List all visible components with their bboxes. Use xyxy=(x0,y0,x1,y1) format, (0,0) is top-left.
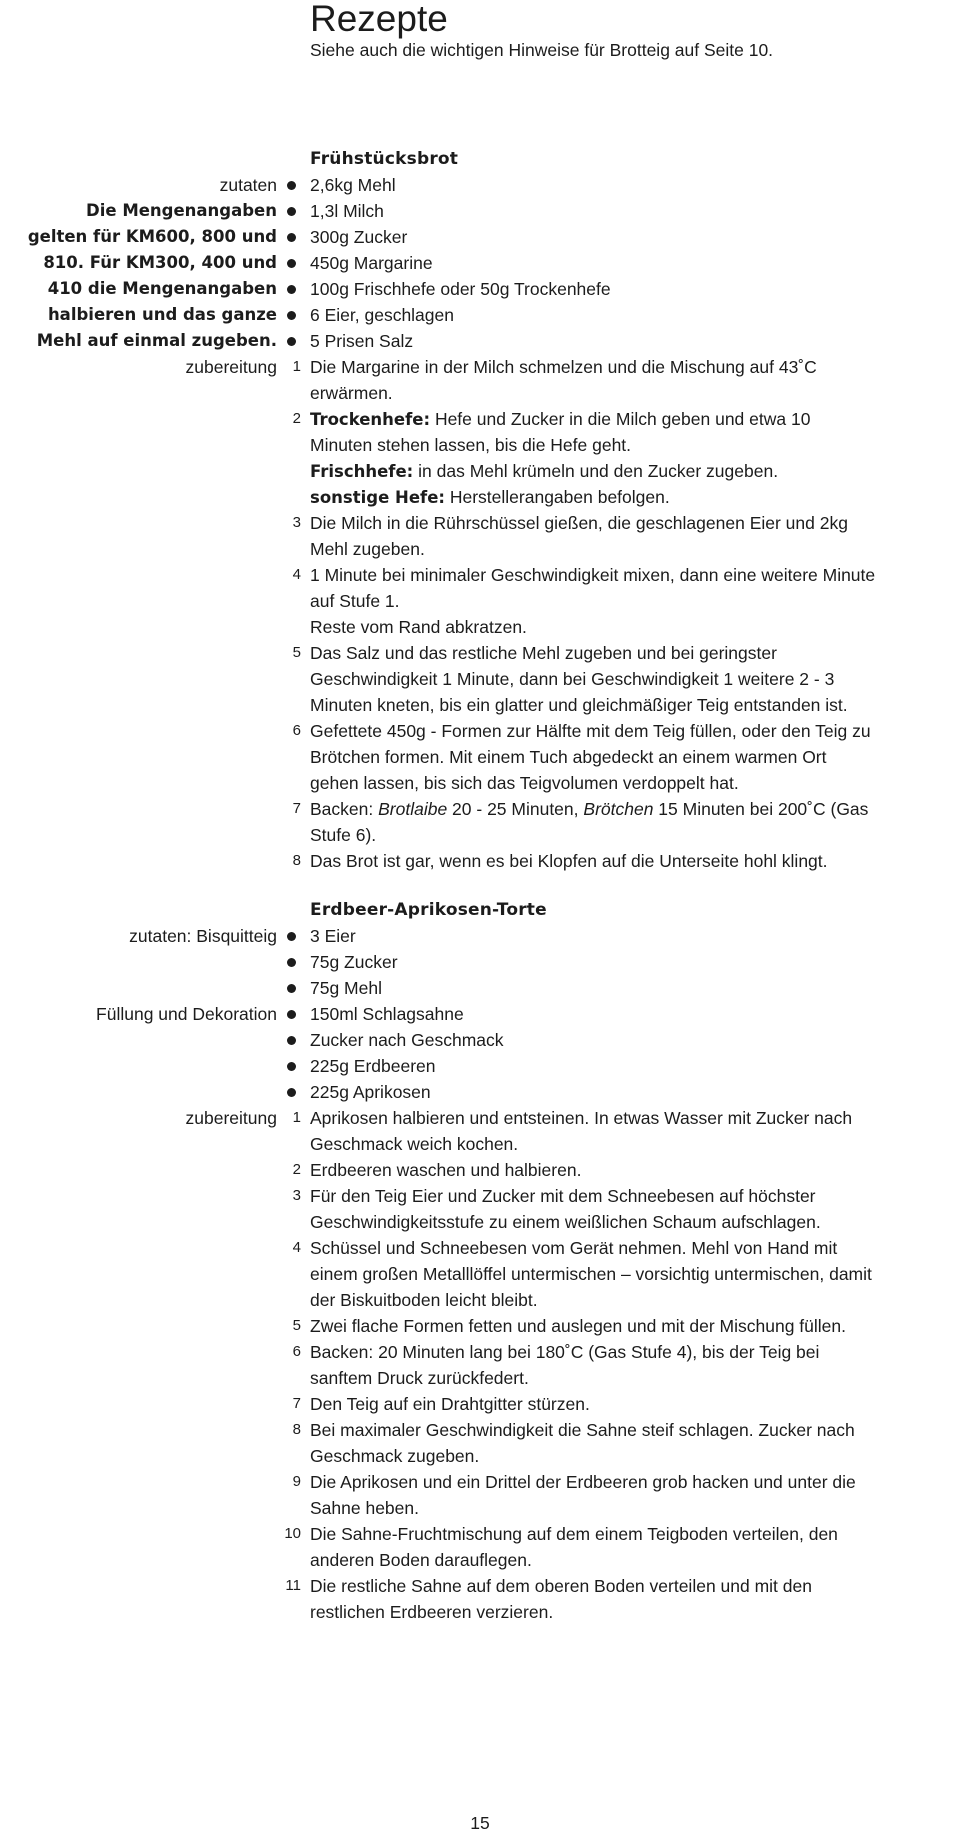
step-text xyxy=(310,796,868,822)
step-number: 4 xyxy=(292,566,301,583)
page-subtitle: Siehe auch die wichtigen Hinweise für Brotteig auf Seite 10. xyxy=(310,40,774,60)
step-text: sanftem Druck zurückfedert. xyxy=(310,1368,529,1388)
quantity-note-line: halbieren und das ganze xyxy=(47,305,277,324)
step-text-part: 20 - 25 Minuten, xyxy=(447,799,584,819)
ingredient-item: 5 Prisen Salz xyxy=(310,331,414,351)
step-number: 7 xyxy=(292,800,301,817)
step-text: Sahne heben. xyxy=(310,1498,419,1518)
ingredient-row xyxy=(0,1001,960,1027)
step-text: Geschwindigkeitsstufe zu einem weißlichen Schaum aufschlagen. xyxy=(310,1212,821,1232)
quantity-note-line: 810. Für KM300, 400 und xyxy=(43,253,277,272)
step-text: Bei maximaler Geschwindigkeit die Sahne steif schlagen. Zucker nach xyxy=(310,1420,855,1440)
step-text: Das Salz und das restliche Mehl zugeben und bei geringster xyxy=(310,643,777,663)
step-text: Schüssel und Schneebesen vom Gerät nehmen. Mehl von Hand mit xyxy=(310,1238,838,1258)
ingredient-row xyxy=(0,1027,960,1053)
recipe-title: Erdbeer-Aprikosen-Torte xyxy=(310,900,547,920)
step-text: Das Brot ist gar, wenn es bei Klopfen auf die Unterseite hohl klingt. xyxy=(310,851,828,871)
ingredient-row xyxy=(0,276,960,302)
step-number: 1 xyxy=(292,1109,301,1126)
ingredients-label: zutaten xyxy=(219,175,277,195)
quantity-note-line: gelten für KM600, 800 und xyxy=(27,227,277,246)
ingredient-row xyxy=(0,172,960,198)
step-number: 8 xyxy=(292,1421,301,1438)
step-text: Backen: 20 Minuten lang bei 180˚C (Gas Stufe 4), bis der Teig bei xyxy=(310,1342,820,1362)
step-text: Minuten kneten, bis ein glatter und gleichmäßiger Teig entstanden ist. xyxy=(310,695,848,715)
step-text: Minuten stehen lassen, bis die Hefe geht. xyxy=(310,435,632,455)
bullet-icon xyxy=(287,181,296,190)
ingredient-row xyxy=(0,328,960,354)
step-number: 5 xyxy=(292,644,301,661)
step-number: 9 xyxy=(292,1473,301,1490)
ingredient-row xyxy=(0,1053,960,1079)
step-number: 2 xyxy=(292,410,301,427)
step-text: 1 Minute bei minimaler Geschwindigkeit mixen, dann eine weitere Minute xyxy=(310,565,876,585)
ingredient-row xyxy=(0,224,960,250)
bullet-icon xyxy=(287,1062,296,1071)
method-label: zubereitung xyxy=(185,1108,277,1128)
step-text-emphasis: Brötchen xyxy=(583,799,654,819)
step-text: erwärmen. xyxy=(310,383,393,403)
ingredient-item: 150ml Schlagsahne xyxy=(310,1004,464,1024)
step-text-part: Backen: xyxy=(310,799,379,819)
bullet-icon xyxy=(287,1036,296,1045)
page-title: Rezepte xyxy=(310,0,448,39)
bullet-icon xyxy=(287,1010,296,1019)
ingredient-row xyxy=(0,949,960,975)
bullet-icon xyxy=(287,1088,296,1097)
step-number: 5 xyxy=(292,1317,301,1334)
step-number: 7 xyxy=(292,1395,301,1412)
step-text: der Biskuitboden leicht bleibt. xyxy=(310,1290,538,1310)
ingredient-row xyxy=(0,923,960,949)
step-text xyxy=(310,406,810,433)
ingredient-row xyxy=(0,302,960,328)
step-text: Reste vom Rand abkratzen. xyxy=(310,617,527,637)
bullet-icon xyxy=(287,932,296,941)
step-text-emphasis: Brotlaibe xyxy=(378,799,448,819)
ingredient-row xyxy=(0,1079,960,1105)
ingredient-item: 450g Margarine xyxy=(310,253,433,273)
ingredient-item: 300g Zucker xyxy=(310,227,408,247)
quantity-note-line: Mehl auf einmal zugeben. xyxy=(36,331,277,350)
bullet-icon xyxy=(287,259,296,268)
ingredient-item: Zucker nach Geschmack xyxy=(310,1030,504,1050)
step-text: gehen lassen, bis sich das Teigvolumen verdoppelt hat. xyxy=(310,773,739,793)
step-text: Zwei flache Formen fetten und auslegen und mit der Mischung füllen. xyxy=(310,1316,846,1336)
step-text: Die Milch in die Rührschüssel gießen, die geschlagenen Eier und 2kg xyxy=(310,513,848,533)
step-text: Erdbeeren waschen und halbieren. xyxy=(310,1160,582,1180)
step-text-part: Herstellerangaben befolgen. xyxy=(444,487,670,507)
step-text: Den Teig auf ein Drahtgitter stürzen. xyxy=(310,1394,590,1414)
ingredient-item: 225g Aprikosen xyxy=(310,1082,431,1102)
step-text: Geschmack zugeben. xyxy=(310,1446,480,1466)
step-text: Für den Teig Eier und Zucker mit dem Schneebesen auf höchster xyxy=(310,1186,816,1206)
quantity-note-line: 410 die Mengenangaben xyxy=(47,279,277,298)
quantity-note-line: Die Mengenangaben xyxy=(86,201,277,220)
bullet-icon xyxy=(287,337,296,346)
step-number: 4 xyxy=(292,1239,301,1256)
step-text: auf Stufe 1. xyxy=(310,591,400,611)
step-text: Die Margarine in der Milch schmelzen und die Mischung auf 43˚C xyxy=(310,357,817,377)
step-text: Die restliche Sahne auf dem oberen Boden verteilen und mit den xyxy=(310,1576,812,1596)
step-text-part: Hefe und Zucker in die Milch geben und etwa 10 xyxy=(430,409,811,429)
method-label: zubereitung xyxy=(185,357,277,377)
ingredients-label: zutaten: Bisquitteig xyxy=(129,926,277,946)
step-text: Mehl zugeben. xyxy=(310,539,425,559)
ingredient-item: 225g Erdbeeren xyxy=(310,1056,436,1076)
step-text: Gefettete 450g - Formen zur Hälfte mit dem Teig füllen, oder den Teig zu xyxy=(310,721,871,741)
step-text: anderen Boden darauflegen. xyxy=(310,1550,532,1570)
step-text: Die Aprikosen und ein Drittel der Erdbeeren grob hacken und unter die xyxy=(310,1472,856,1492)
ingredient-item: 100g Frischhefe oder 50g Trockenhefe xyxy=(310,279,611,299)
step-text: Stufe 6). xyxy=(310,825,377,845)
step-number: 3 xyxy=(292,1187,301,1204)
step-text: Die Sahne-Fruchtmischung auf dem einem Teigboden verteilen, den xyxy=(310,1524,838,1544)
ingredient-item: 75g Zucker xyxy=(310,952,398,972)
step-lead: sonstige Hefe: xyxy=(310,488,445,507)
ingredient-row xyxy=(0,250,960,276)
bullet-icon xyxy=(287,958,296,967)
step-number: 8 xyxy=(292,852,301,869)
step-text: Geschmack weich kochen. xyxy=(310,1134,519,1154)
ingredient-item: 1,3l Milch xyxy=(310,201,384,221)
ingredient-item: 2,6kg Mehl xyxy=(310,175,396,195)
step-number: 6 xyxy=(292,722,301,739)
step-text-part: 15 Minuten bei 200˚C (Gas xyxy=(653,799,869,819)
step-number: 1 xyxy=(292,358,301,375)
recipe-title: Frühstücksbrot xyxy=(310,149,459,169)
bullet-icon xyxy=(287,984,296,993)
step-number: 10 xyxy=(284,1525,301,1542)
step-text: restlichen Erdbeeren verzieren. xyxy=(310,1602,554,1622)
step-lead: Trockenhefe: xyxy=(310,410,431,429)
filling-label: Füllung und Dekoration xyxy=(96,1004,277,1024)
step-lead: Frischhefe: xyxy=(310,462,414,481)
step-text-part: in das Mehl krümeln und den Zucker zugeben. xyxy=(413,461,779,481)
bullet-icon xyxy=(287,285,296,294)
bullet-icon xyxy=(287,207,296,216)
step-text xyxy=(310,458,778,485)
bullet-icon xyxy=(287,233,296,242)
step-number: 11 xyxy=(285,1577,301,1594)
ingredient-item: 3 Eier xyxy=(310,926,356,946)
step-number: 2 xyxy=(292,1161,301,1178)
bullet-icon xyxy=(287,311,296,320)
step-number: 3 xyxy=(292,514,301,531)
step-text xyxy=(310,484,670,511)
ingredient-item: 6 Eier, geschlagen xyxy=(310,305,454,325)
step-text: einem großen Metalllöffel untermischen – vorsichtig untermischen, damit xyxy=(310,1264,872,1284)
ingredient-row xyxy=(0,975,960,1001)
page-number: 15 xyxy=(470,1813,490,1833)
ingredient-row xyxy=(0,198,960,224)
ingredient-item: 75g Mehl xyxy=(310,978,382,998)
step-number: 6 xyxy=(292,1343,301,1360)
step-text: Geschwindigkeit 1 Minute, dann bei Geschwindigkeit 1 weitere 2 - 3 xyxy=(310,669,835,689)
step-text: Brötchen formen. Mit einem Tuch abgedeckt an einem warmen Ort xyxy=(310,747,827,767)
step-text: Aprikosen halbieren und entsteinen. In etwas Wasser mit Zucker nach xyxy=(310,1108,853,1128)
